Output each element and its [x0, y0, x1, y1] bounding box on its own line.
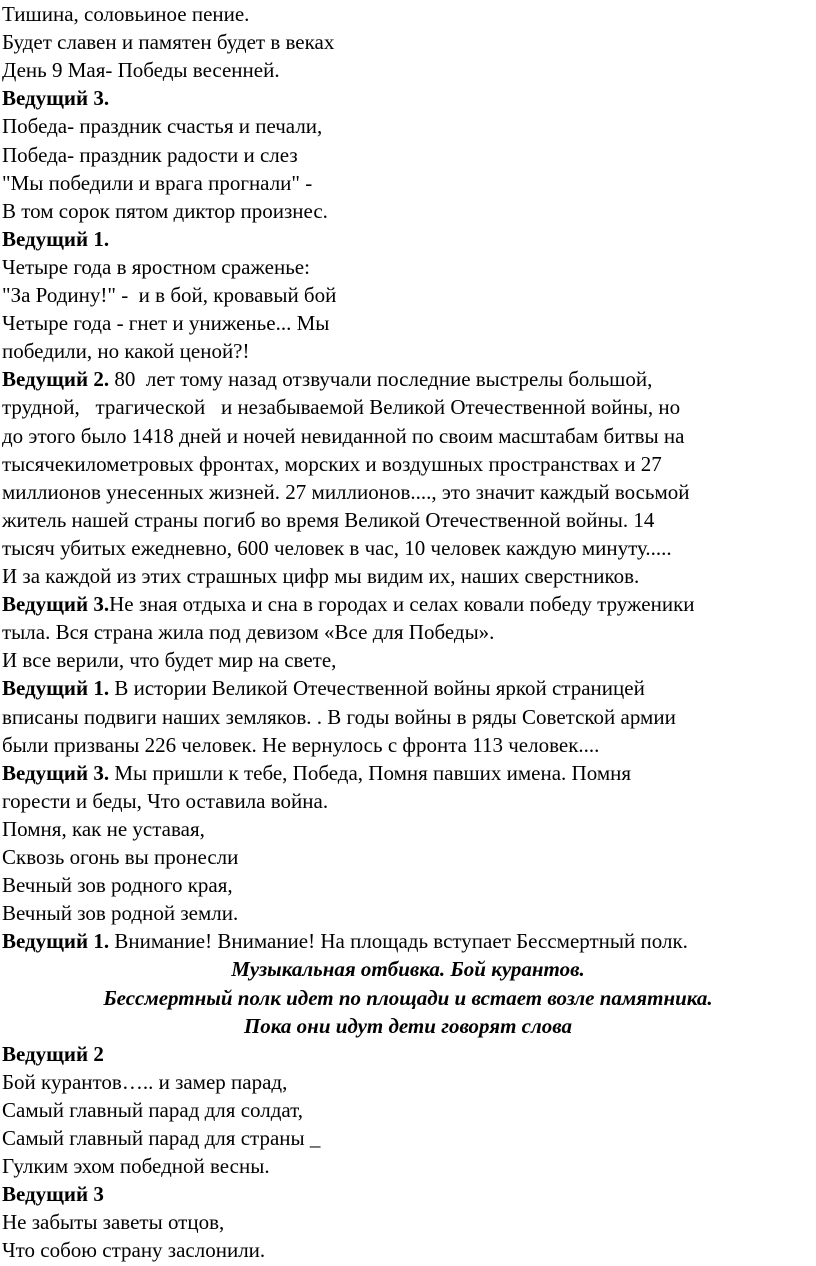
speaker-line — [2, 590, 695, 618]
line-text: тыла. Вся страна жила под девизом «Все для Победы». — [2, 620, 495, 645]
speaker-label: Ведущий 2 — [2, 1041, 104, 1066]
line-text: Помня, как не уставая, — [2, 816, 205, 841]
line-text: вписаны подвиги наших земляков. . В годы войны в ряды Советской армии — [2, 704, 676, 729]
line-text: 80 лет тому назад отзвучали последние выстрелы большой, — [109, 367, 653, 392]
text-line — [2, 731, 599, 759]
line-text: Четыре года - гнет и униженье... Мы — [2, 311, 330, 336]
line-text: тысячекилометровых фронтах, морских и воздушных пространствах и 27 — [2, 451, 662, 476]
text-line — [2, 703, 676, 731]
text-line — [2, 899, 238, 927]
text-line — [2, 618, 494, 646]
line-text: Будет славен и памятен будет в веках — [2, 30, 335, 55]
speaker-line — [2, 927, 688, 955]
speaker-label: Ведущий 3. — [2, 592, 110, 617]
text-line — [2, 787, 328, 815]
speaker-line — [2, 1180, 104, 1208]
text-line — [2, 197, 328, 225]
text-line — [2, 646, 336, 674]
speaker-line — [2, 225, 109, 253]
speaker-line — [2, 759, 631, 787]
text-line — [2, 562, 639, 590]
line-text: Мы пришли к тебе, Победа, Помня павших имена. Помня — [109, 760, 632, 785]
text-line — [2, 393, 680, 421]
line-text: трудной, трагической и незабываемой Великой Отечественной войны, но — [2, 395, 681, 420]
speaker-label: Ведущий 2. — [2, 367, 110, 392]
line-text: Не зная отдыха и сна в городах и селах ковали победу труженики — [109, 592, 695, 617]
stage-direction: Бессмертный полк идет по площади и встает возле памятника. — [103, 985, 713, 1010]
line-text: тысяч убитых ежедневно, 600 человек в час, 10 человек каждую минуту..... — [2, 535, 672, 560]
text-line — [2, 281, 336, 309]
text-line — [2, 422, 684, 450]
text-line — [2, 871, 233, 899]
text-line — [2, 28, 334, 56]
speaker-line — [2, 1040, 104, 1068]
line-text: "Мы победили и врага прогнали" - — [2, 170, 313, 195]
stage-direction: Пока они идут дети говорят слова — [243, 1013, 573, 1038]
speaker-line — [2, 674, 645, 702]
line-text: В истории Великой Отечественной войны яркой страницей — [109, 676, 645, 701]
line-text: горести и беды, Что оставила война. — [2, 788, 329, 813]
line-text: В том сорок пятом диктор произнес. — [2, 198, 328, 223]
text-line — [2, 534, 672, 562]
speaker-label: Ведущий 3. — [2, 760, 110, 785]
text-line — [2, 815, 205, 843]
line-text: И все верили, что будет мир на свете, — [2, 648, 337, 673]
text-line — [2, 506, 654, 534]
line-text: Четыре года в яростном сраженье: — [2, 254, 310, 279]
speaker-label: Ведущий 3. — [2, 86, 110, 111]
speaker-line — [2, 365, 652, 393]
line-text: Победа- праздник счастья и печали, — [2, 114, 323, 139]
text-line — [2, 1096, 303, 1124]
line-text: Гулким эхом победной весны. — [2, 1154, 270, 1179]
text-line — [2, 0, 249, 28]
text-line — [2, 141, 298, 169]
text-line — [2, 112, 322, 140]
line-text: Бой курантов….. и замер парад, — [2, 1069, 288, 1094]
text-line — [2, 337, 250, 365]
speaker-line — [2, 84, 109, 112]
text-line — [2, 56, 280, 84]
stage-direction: Музыкальная отбивка. Бой курантов. — [231, 957, 585, 982]
text-line — [2, 1124, 320, 1152]
line-text: миллионов унесенных жизней. 27 миллионов...., это значит каждый восьмой — [2, 479, 690, 504]
line-text: Тишина, соловьиное пение. — [2, 2, 250, 26]
speaker-label: Ведущий 3 — [2, 1182, 104, 1207]
speaker-label: Ведущий 1. — [2, 226, 110, 251]
text-line — [2, 1236, 265, 1264]
line-text: Вечный зов родной земли. — [2, 901, 239, 926]
text-line — [2, 169, 312, 197]
line-text: Самый главный парад для солдат, — [2, 1097, 304, 1122]
text-line — [2, 253, 310, 281]
line-text: до этого было 1418 дней и ночей невиданной по своим масштабам битвы на — [2, 423, 685, 448]
line-text: Сквозь огонь вы пронесли — [2, 845, 239, 869]
line-text: И за каждой из этих страшных цифр мы видим их, наших сверстников. — [2, 564, 640, 588]
text-line — [2, 450, 662, 478]
line-text: житель нашей страны погиб во время Великой Отечественной войны. 14 — [2, 507, 655, 532]
speaker-label: Ведущий 1. — [2, 676, 110, 701]
line-text: Внимание! Внимание! На площадь вступает Бессмертный полк. — [109, 929, 688, 954]
line-text: День 9 Мая- Победы весенней. — [2, 58, 280, 83]
line-text: Самый главный парад для страны _ — [2, 1126, 321, 1150]
line-text: Что собою страну заслонили. — [2, 1238, 266, 1263]
line-text: Вечный зов родного края, — [2, 873, 233, 898]
speaker-label: Ведущий 1. — [2, 929, 110, 954]
line-text: "За Родину!" - и в бой, кровавый бой — [2, 283, 337, 307]
text-line — [2, 478, 690, 506]
text-line — [2, 1208, 224, 1236]
line-text: победили, но какой ценой?! — [2, 339, 250, 364]
line-text: были призваны 226 человек. Не вернулось с фронта 113 человек.... — [2, 732, 600, 757]
line-text: Победа- праздник радости и слез — [2, 142, 298, 167]
text-line — [2, 309, 329, 337]
line-text: Не забыты заветы отцов, — [2, 1210, 225, 1235]
text-line — [2, 843, 238, 871]
text-line — [2, 1068, 287, 1096]
text-line — [2, 1152, 270, 1180]
